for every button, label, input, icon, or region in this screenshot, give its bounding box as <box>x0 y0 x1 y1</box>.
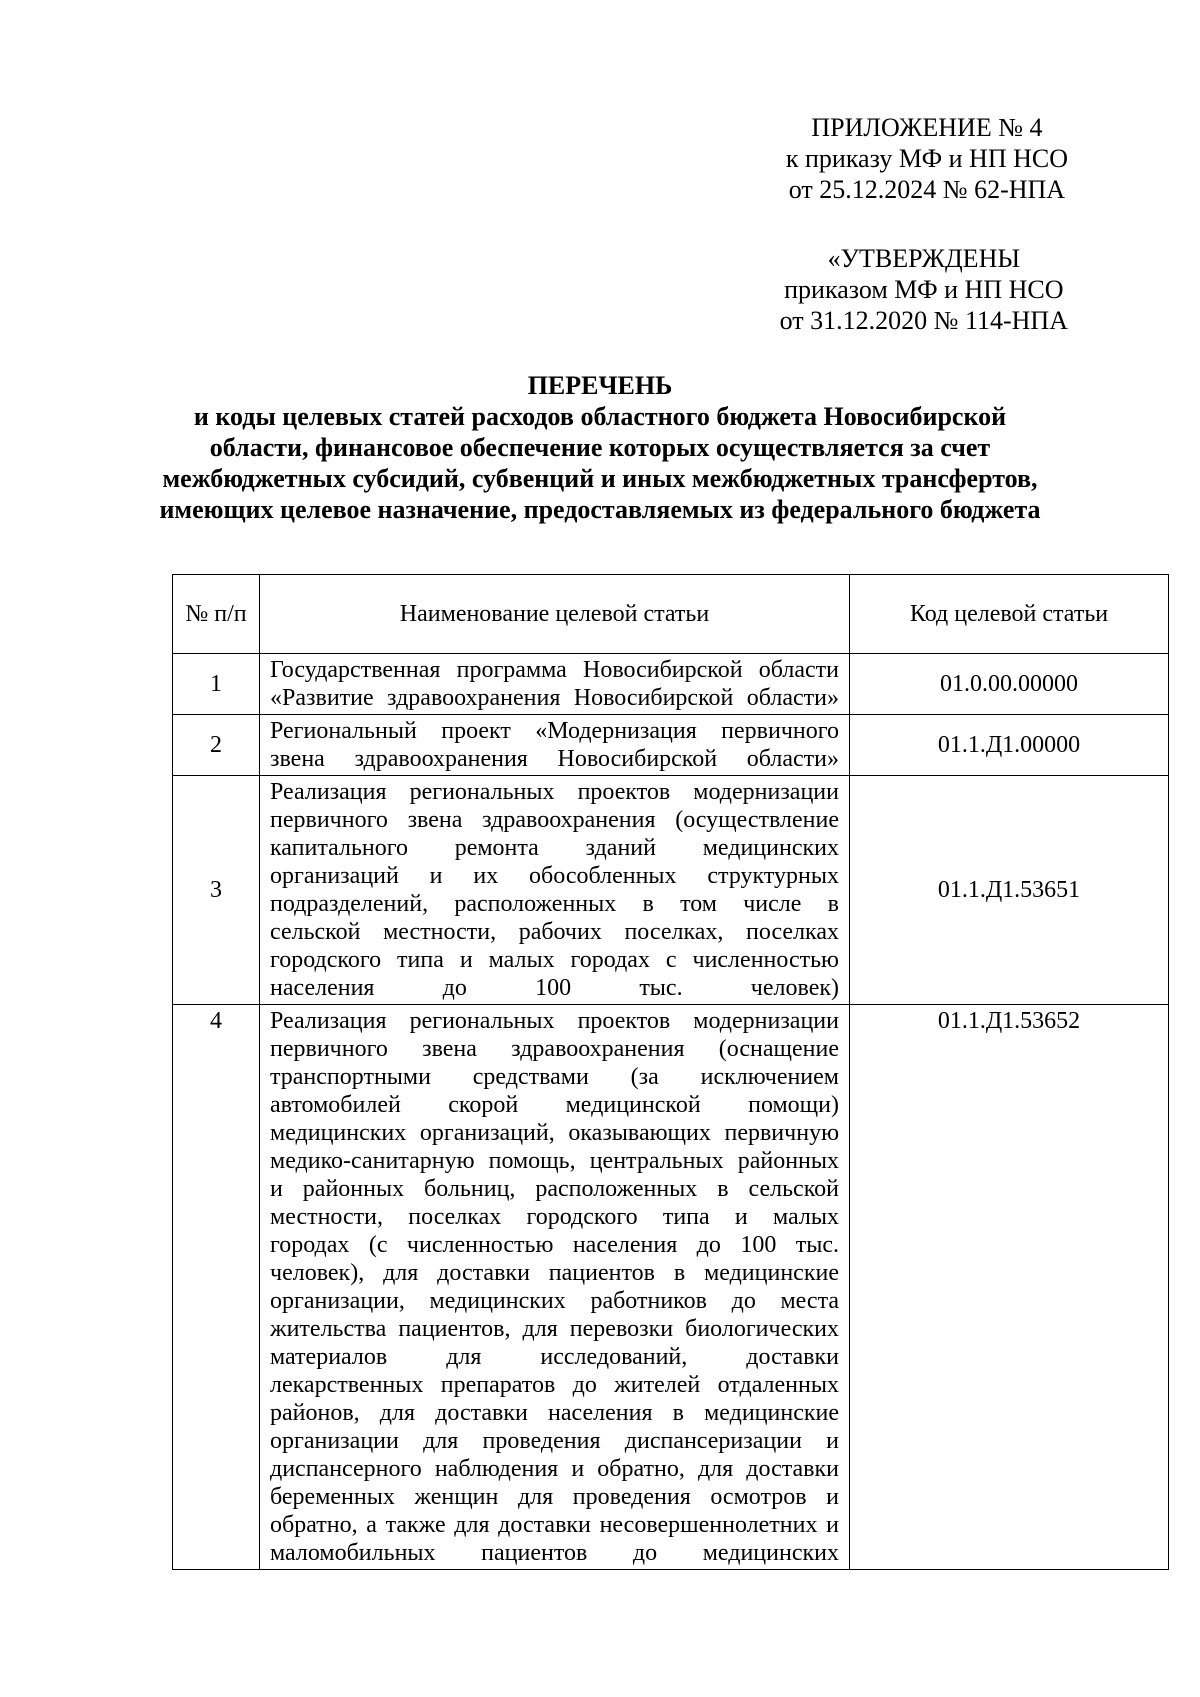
approval-line: «УТВЕРЖДЕНЫ <box>827 244 1021 273</box>
column-header-name: Наименование целевой статьи <box>260 575 850 654</box>
row-number: 3 <box>173 776 260 1005</box>
row-code: 01.1.Д1.00000 <box>850 715 1169 776</box>
row-name-line: Региональный проект «Модернизация первичного <box>270 718 839 744</box>
row-number: 4 <box>173 1005 260 1570</box>
appendix-block <box>786 112 1068 205</box>
approval-line: от 31.12.2020 № 114-НПА <box>779 306 1068 335</box>
row-name-line: сельской местности, рабочих поселках, поселках <box>270 919 839 945</box>
row-name-line: организаций и их обособленных структурных <box>270 863 839 889</box>
row-name-line: районов, для доставки населения в медицинские <box>270 1400 839 1426</box>
row-name-line: автомобилей скорой медицинской помощи) <box>270 1092 839 1118</box>
document-title <box>100 370 1100 525</box>
row-name-line: транспортными средствами (за исключением <box>270 1064 839 1090</box>
row-name-line: диспансерного наблюдения и обратно, для доставки <box>270 1456 839 1482</box>
appendix-line: к приказу МФ и НП НСО <box>785 144 1068 173</box>
row-name-line: «Развитие здравоохранения Новосибирской области» <box>270 685 839 711</box>
row-code: 01.1.Д1.53651 <box>850 776 1169 1005</box>
row-code: 01.0.00.00000 <box>850 654 1169 715</box>
row-name-line: маломобильных пациентов до медицинских <box>270 1540 839 1566</box>
row-name <box>260 776 850 1005</box>
row-name-line: капитального ремонта зданий медицинских <box>270 835 839 861</box>
row-name-line: материалов для исследований, доставки <box>270 1344 839 1370</box>
table-row <box>173 715 1169 776</box>
column-header-number: № п/п <box>173 575 260 654</box>
title-line: межбюджетных субсидий, субвенций и иных межбюджетных трансфертов, <box>162 464 1038 493</box>
row-name-line: Государственная программа Новосибирской области <box>270 657 839 683</box>
row-name-line: городского типа и малых городах с численностью <box>270 947 839 973</box>
approval-line: приказом МФ и НП НСО <box>784 275 1064 304</box>
row-name-line: первичного звена здравоохранения (осуществление <box>270 807 839 833</box>
row-name-line: подразделений, расположенных в том числе в <box>270 891 839 917</box>
table-row <box>173 776 1169 1005</box>
row-name-line: организации для проведения диспансеризации и <box>270 1428 839 1454</box>
table-header-row <box>173 575 1169 654</box>
row-name-line: и районных больниц, расположенных в сельской <box>270 1176 839 1202</box>
row-name-line: жительства пациентов, для перевозки биологических <box>270 1316 839 1342</box>
table-row <box>173 654 1169 715</box>
column-header-code: Код целевой статьи <box>850 575 1169 654</box>
row-name <box>260 654 850 715</box>
table-row <box>173 1005 1169 1570</box>
row-name-line: Реализация региональных проектов модернизации <box>270 779 839 805</box>
appendix-line: от 25.12.2024 № 62-НПА <box>788 175 1066 204</box>
row-name-line: местности, поселках городского типа и малых <box>270 1204 839 1230</box>
row-name-line: Реализация региональных проектов модернизации <box>270 1008 839 1034</box>
row-name-line: медико-санитарную помощь, центральных районных <box>270 1148 839 1174</box>
row-name-line: организации, медицинских работников до места <box>270 1288 839 1314</box>
row-name-line: человек), для доставки пациентов в медицинские <box>270 1260 839 1286</box>
row-name-line: городах (с численностью населения до 100 тыс. <box>270 1232 839 1258</box>
row-name-line: населения до 100 тыс. человек) <box>270 975 839 1001</box>
appendix-line: ПРИЛОЖЕНИЕ № 4 <box>811 113 1043 142</box>
budget-codes-table <box>172 574 1169 1570</box>
row-name-line: медицинских организаций, оказывающих первичную <box>270 1120 839 1146</box>
row-name-line: первичного звена здравоохранения (оснащение <box>270 1036 839 1062</box>
title-line: имеющих целевое назначение, предоставляемых из федерального бюджета <box>159 495 1041 524</box>
row-name <box>260 715 850 776</box>
row-code: 01.1.Д1.53652 <box>850 1005 1169 1570</box>
row-name-line: звена здравоохранения Новосибирской области» <box>270 746 839 772</box>
title-heading: ПЕРЕЧЕНЬ <box>527 371 673 400</box>
row-number: 2 <box>173 715 260 776</box>
row-name-line: обратно, а также для доставки несовершеннолетних и <box>270 1512 839 1538</box>
title-line: и коды целевых статей расходов областного бюджета Новосибирской <box>193 402 1007 431</box>
approval-block <box>780 243 1068 336</box>
row-name-line: беременных женщин для проведения осмотров и <box>270 1484 839 1510</box>
row-name-line: лекарственных препаратов до жителей отдаленных <box>270 1372 839 1398</box>
title-line: области, финансовое обеспечение которых осуществляется за счет <box>209 433 991 462</box>
row-name <box>260 1005 850 1570</box>
row-number: 1 <box>173 654 260 715</box>
